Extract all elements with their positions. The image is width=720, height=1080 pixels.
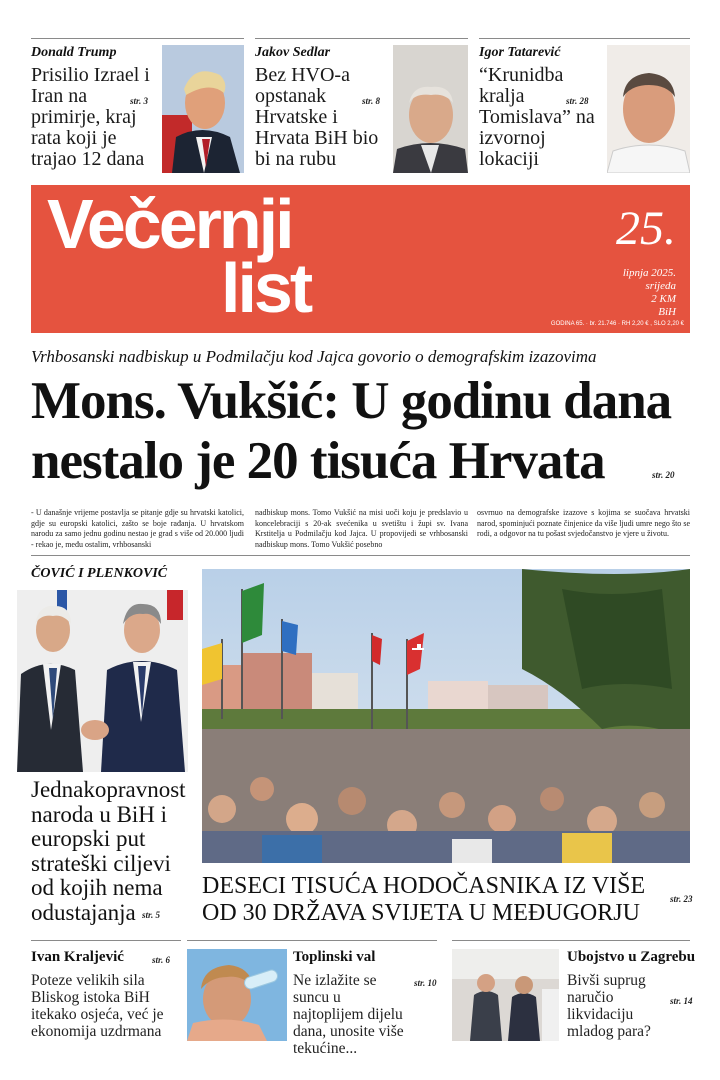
teaser-page: str. 8 [362, 96, 381, 106]
left-story-text[interactable]: Jednakopravnost naroda u BiH i europski put strateški ciljevi od kojih nema odustajanja [31, 777, 186, 925]
masthead[interactable] [31, 185, 690, 333]
teaser-text[interactable] [479, 65, 604, 170]
teaser-text[interactable] [255, 65, 390, 170]
bottom-page: str. 14 [670, 996, 693, 1006]
bottom-text[interactable]: Ne izlažite se suncu u najtoplijem dijelu dana, unosite više tekućine... [293, 972, 404, 1057]
lead-col-2: nadbiskup mons. Tomo Vukšić na misi uoči koju je predslavio u koncelebraciji s 20-ak svećenika u svetištu i župi sv. Ivana Krstitelja u Podmilačju kod Jajca. U propovijedi se vrhbosanski nadbiskup mons. Tomo Vukšić posebno [255, 508, 468, 549]
date-month: lipnja 2025. [622, 267, 676, 279]
teaser-kicker: Donald Trump [31, 45, 117, 60]
logo-line2: list [221, 249, 311, 327]
logo-line1: Večernji [47, 185, 292, 263]
lead-subhead: Vrhbosanski nadbiskup u Podmilačju kod Jajca govorio o demografskim izazovima [31, 347, 597, 366]
lead-col-3: osvrnuo na demografske izazove s kojima se suočava hrvatski narod, spominjući poznate činjenice da više ljudi umre nego što se rodi, a odgovor na tu pošast svjedočanstvo je vjere u životu. [477, 508, 690, 538]
bottom-text[interactable]: Poteze velikih sila Bliskog istoka BiH itekako osjeća, već je ekonomija uzdrmana [31, 972, 164, 1040]
date-day: 25. [616, 202, 676, 255]
tatarevic-photo[interactable] [607, 45, 690, 173]
teaser-kicker: Igor Tatarević [479, 45, 561, 60]
bottom-text[interactable]: Bivši suprug naručio likvidaciju mladog para? [567, 972, 651, 1040]
teaser-page: str. 28 [566, 96, 589, 106]
region: BiH [658, 306, 676, 318]
date-weekday: srijeda [645, 280, 676, 292]
main-photo-page: str. 23 [670, 894, 693, 904]
zagreb-crime-photo[interactable] [452, 949, 559, 1041]
lead-title-line2[interactable]: nestalo je 20 tisuća Hrvata [31, 432, 605, 490]
issue-info: GODINA 65. · br. 21.746 · RH 2,20 € , SLO 2,20 € [550, 321, 684, 327]
left-story-page: str. 5 [142, 910, 161, 920]
teaser-text-content: Prisilio Izrael i Iran na primirje, kraj rata koji je trajao 12 dana [31, 64, 150, 170]
main-photo-headline-1[interactable]: DESECI TISUĆA HODOČASNIKA IZ VIŠE [202, 873, 646, 899]
sedlar-photo[interactable] [393, 45, 468, 173]
price: 2 KM [651, 293, 676, 305]
bottom-kicker: Ubojstvo u Zagrebu [567, 949, 696, 965]
heat-wave-photo[interactable] [187, 949, 287, 1041]
medjugorje-photo[interactable] [202, 569, 690, 863]
teaser-kicker: Jakov Sedlar [255, 45, 331, 60]
lead-page: str. 20 [652, 470, 675, 480]
bottom-kicker: Toplinski val [293, 949, 376, 965]
bottom-page: str. 6 [152, 955, 171, 965]
lead-col-1: - U današnje vrijeme postavlja se pitanje gdje su hrvatski katolici, gdje su europski katolici, zašto se boje rađanja. U hrvatskom narodu za samo jednu godinu nestao je grad s više od 20.000 ljudi - rekao je, među ostalim, vrhbosanski [31, 508, 244, 549]
main-photo-headline-2[interactable]: OD 30 DRŽAVA SVIJETA U MEĐUGORJU [202, 900, 640, 926]
lead-title-line1[interactable]: Mons. Vukšić: U godinu dana [31, 372, 672, 430]
teaser-page: str. 3 [130, 96, 149, 106]
teaser-text[interactable] [31, 65, 159, 170]
left-story-kicker: ČOVIĆ I PLENKOVIĆ [31, 566, 168, 581]
bottom-kicker: Ivan Kraljević [31, 949, 124, 965]
bottom-page: str. 10 [414, 978, 437, 988]
covic-plenkovic-photo[interactable] [17, 590, 188, 772]
trump-photo[interactable] [162, 45, 244, 173]
teaser-text-content: “Krunidba kralja Tomislava” na izvornoj lokaciji [479, 64, 595, 170]
teaser-text-content: Bez HVO-a opstanak Hrvatske i Hrvata BiH bio bi na rubu [255, 64, 379, 170]
